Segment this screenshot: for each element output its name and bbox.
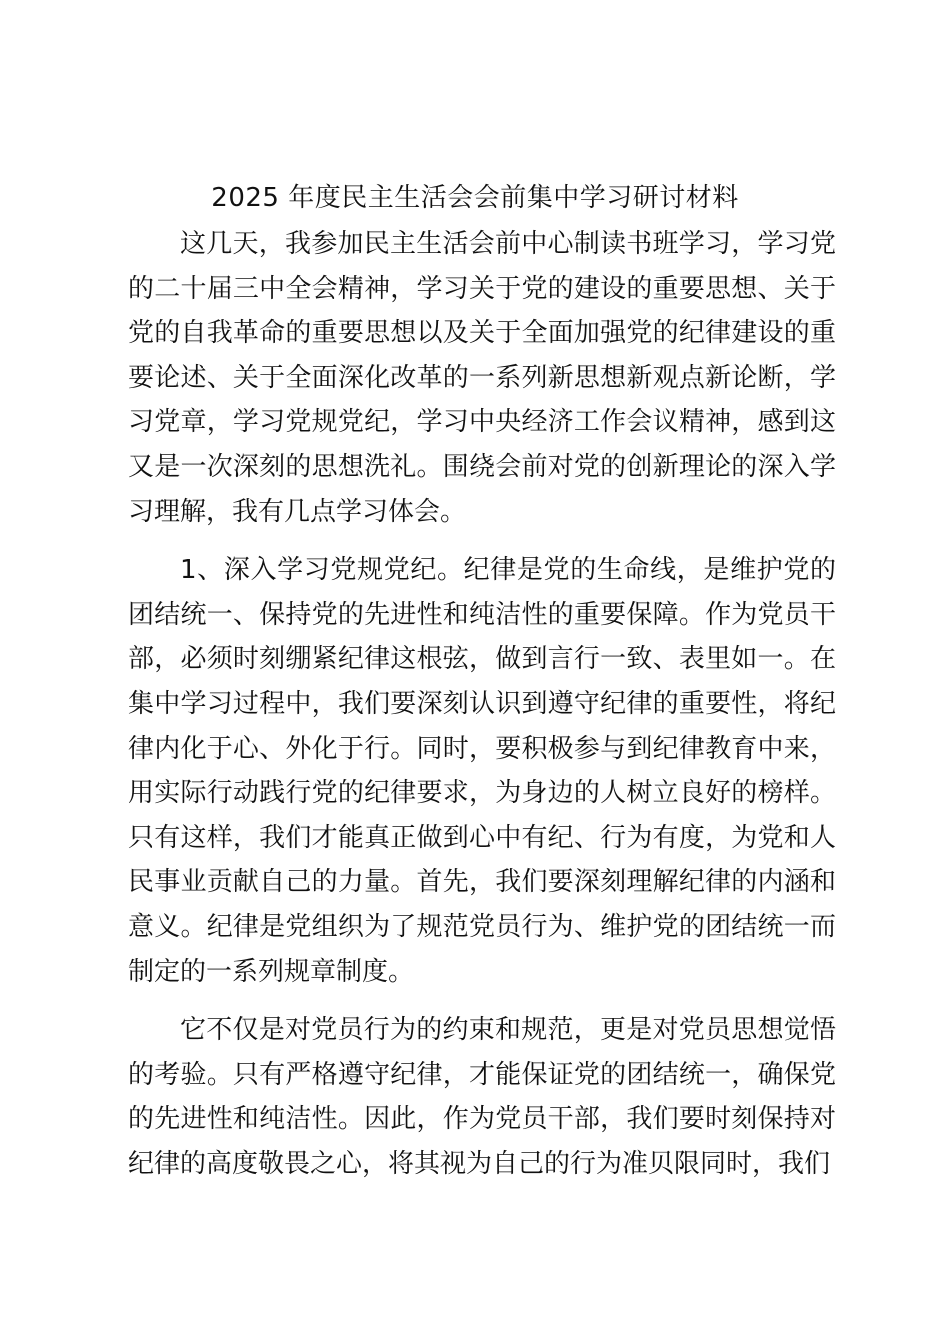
paragraph-discipline: 1、深入学习党规党纪。纪律是党的生命线，是维护党的团结统一、保持党的先进性和纯洁性的重要保障。作为党员干部，必须时刻绷紧纪律这根弦，做到言行一致、表里如一。在集中学习过程中，我们要深刻认识到遵守纪律的重要性，将纪律内化于心、外化于行。同时，要积极参与到纪律教育中来，用实际行动践行党的纪律要求，为身边的人树立良好的榜样。只有这样，我们才能真正做到心中有纪、行为有度，为党和人民事业贡献自己的力量。首先，我们要深刻理解纪律的内涵和意义。纪律是党组织为了规范党员行为、维护党的团结统一而制定的一系列规章制度。 bbox=[128, 555, 836, 987]
document-body bbox=[128, 222, 836, 1200]
paragraph-intro: 这几天，我参加民主生活会前中心制读书班学习，学习党的二十届三中全会精神，学习关于党的建设的重要思想、关于党的自我革命的重要思想以及关于全面加强党的纪律建设的重要论述、关于全面深化改革的一系列新思想新观点新论断，学习党章，学习党规党纪，学习中央经济工作会议精神，感到这又是一次深刻的思想洗礼。围绕会前对党的创新理论的深入学习理解，我有几点学习体会。 bbox=[128, 229, 836, 527]
document-title: 2025 年度民主生活会会前集中学习研讨材料 bbox=[211, 183, 739, 213]
paragraph-continuation: 它不仅是对党员行为的约束和规范，更是对党员思想觉悟的考验。只有严格遵守纪律，才能保证党的团结统一，确保党的先进性和纯洁性。因此，作为党员干部，我们要时刻保持对纪律的高度敬畏之心，将其视为自己的行为准贝限同时，我们 bbox=[128, 1015, 836, 1179]
